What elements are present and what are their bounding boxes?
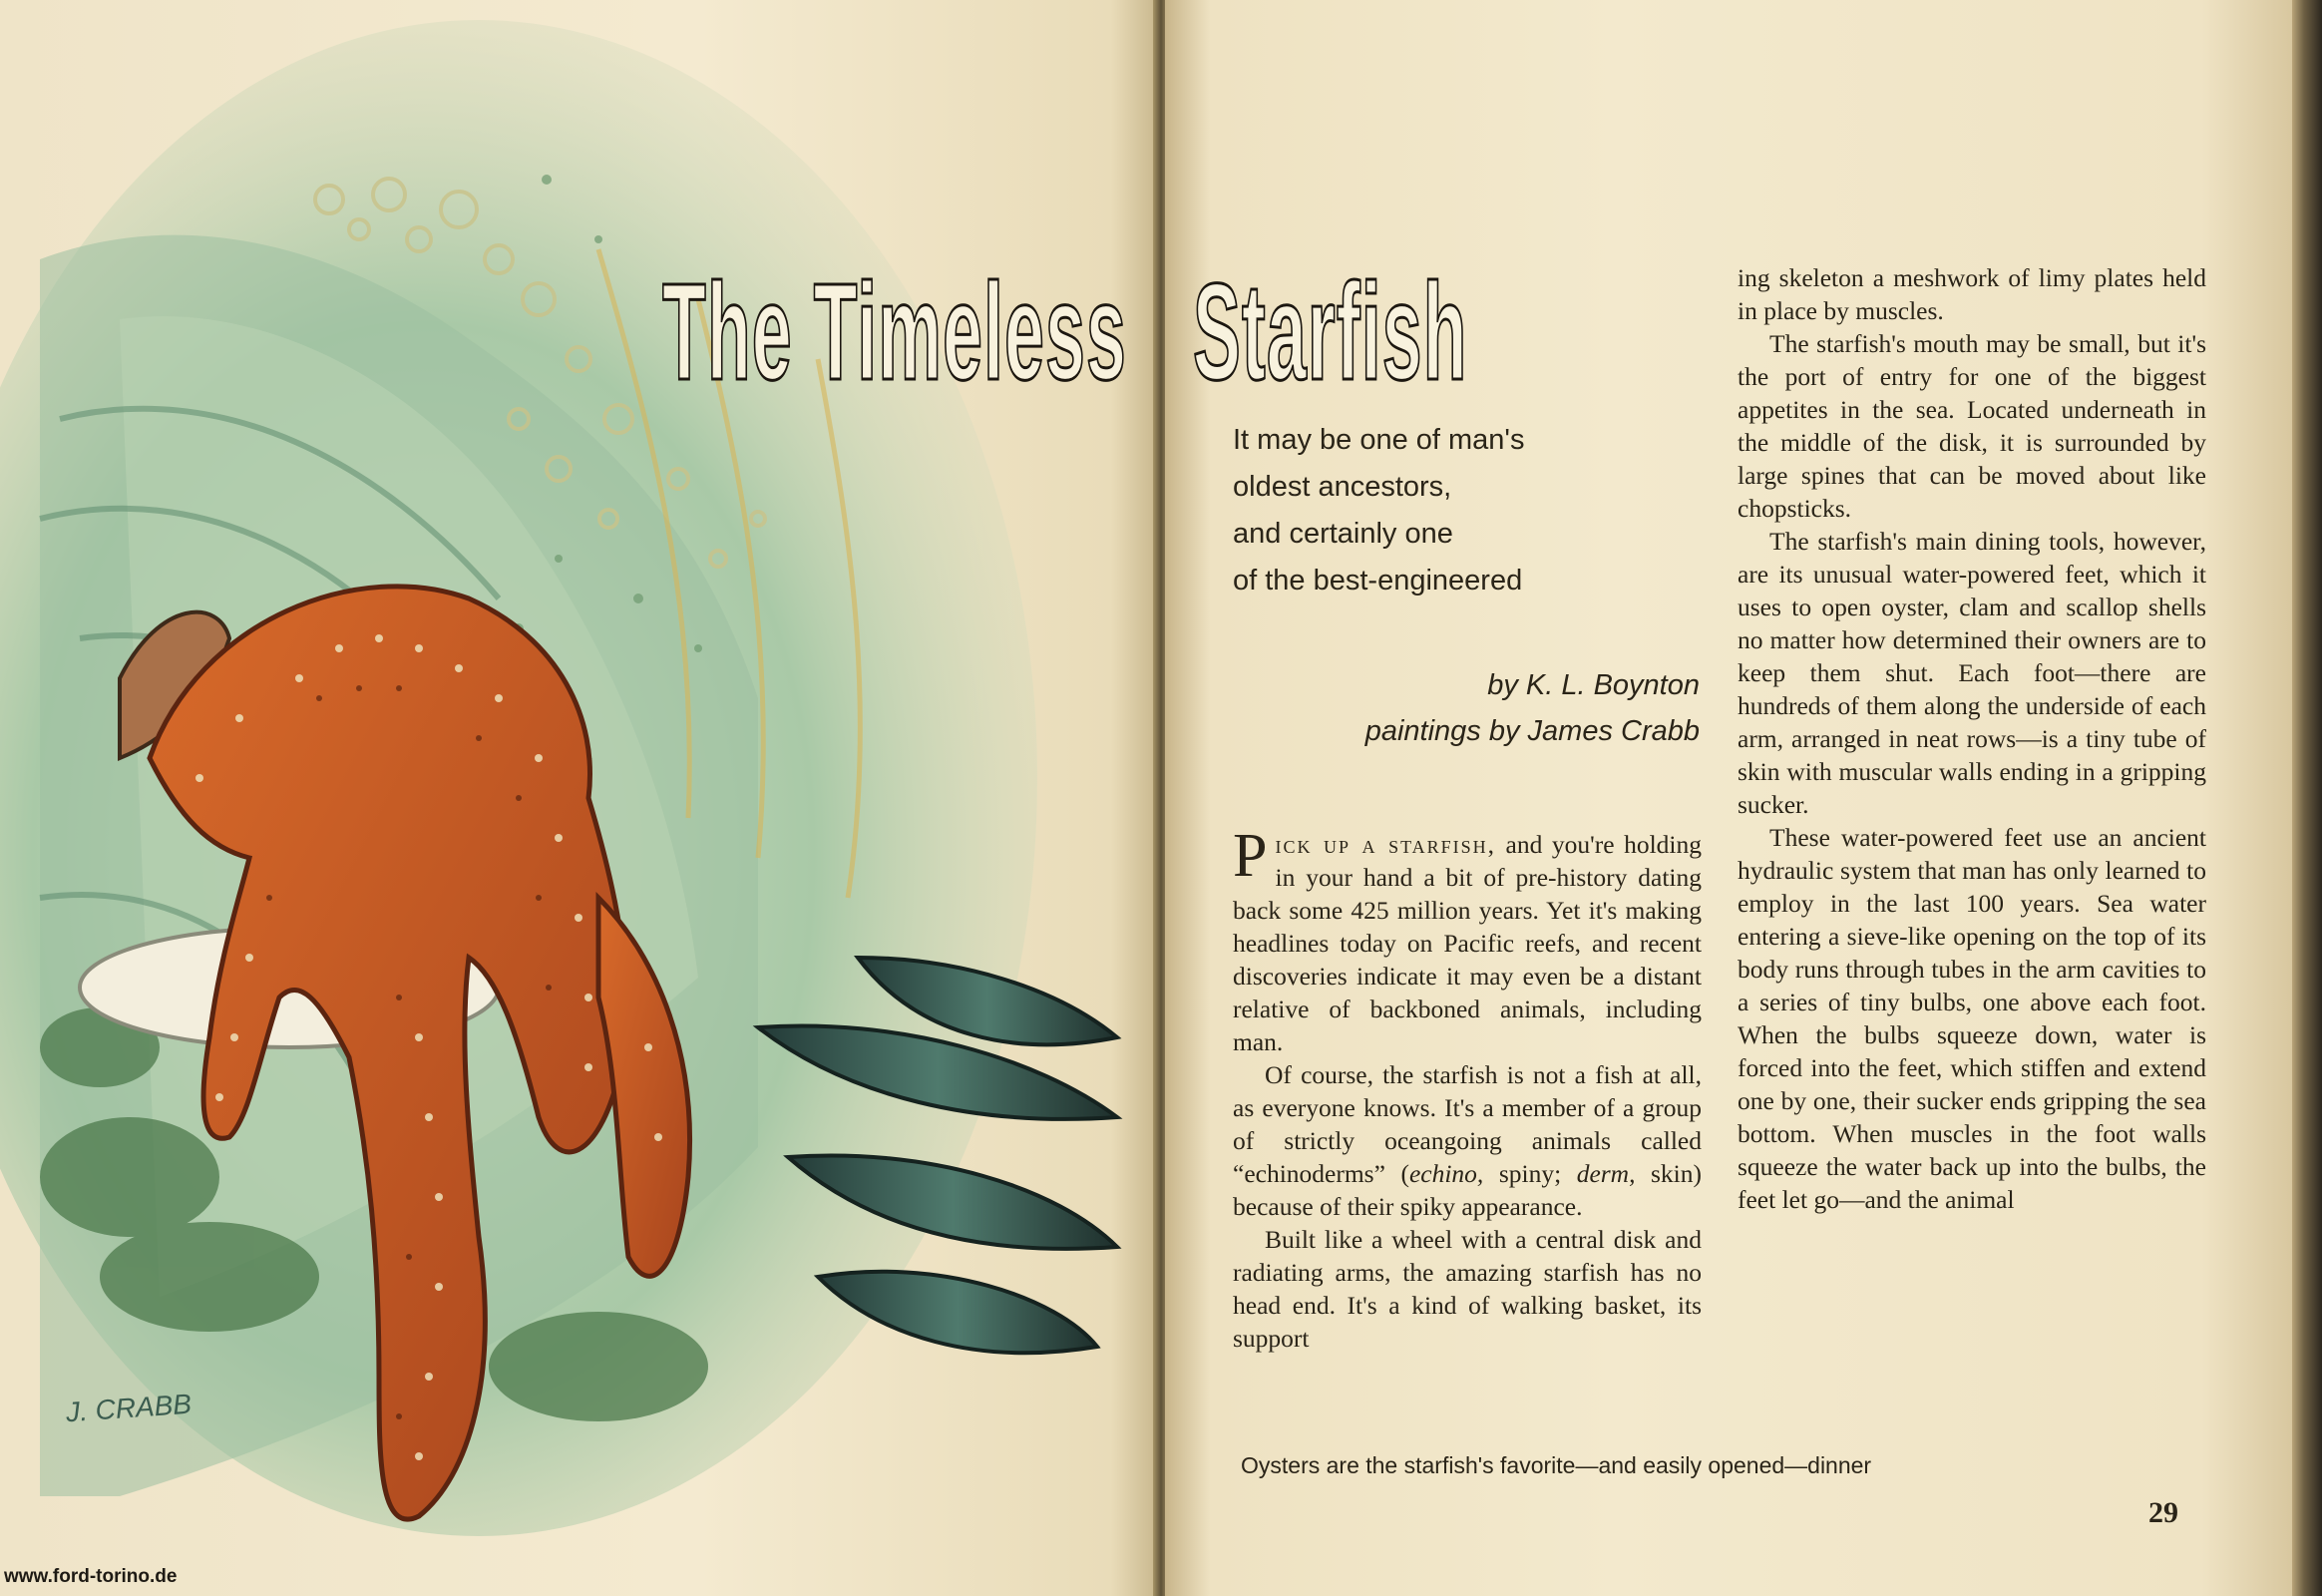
- lead-paragraph-text: and you're holding in your hand a bit of pre-history dating back some 425 million years. Yet it's making headlines today on Pacific reefs, and recent discoveries indicate it may even be a distant relative of backboned animals, including man.: [1233, 830, 1702, 1056]
- article-title-part1: The Timeless: [662, 255, 1127, 409]
- page-number: 29: [2148, 1496, 2178, 1529]
- byline-paintings: paintings by James Crabb: [1364, 715, 1700, 747]
- text-column-1: [1233, 822, 1703, 1355]
- paragraph: The starfish's main dining tools, however, are its unusual water-powered feet, which it uses to open oyster, clam and scallop shells no matter how determined their owners are to keep them shut. Each foot—there are hundreds of them along the underside of each arm, arranged in neat rows—is a tiny tube of skin with muscular walls ending in a gripping sucker.: [1738, 527, 2206, 819]
- paragraph: [1233, 1058, 1702, 1223]
- painter-signature: J. CRABB: [65, 1388, 193, 1428]
- paragraph-text: skin) because of their spiky appearance.: [1233, 1159, 1703, 1221]
- paragraph-text: spiny;: [1483, 1159, 1577, 1188]
- byline: [1237, 662, 1700, 754]
- text-column-2: [1738, 261, 2206, 1216]
- paragraph: The starfish's mouth may be small, but it's the port of entry for one of the biggest appetites in the sea. Located underneath in the middle of the disk, it is surrounded by large spines that can be moved about like chopsticks.: [1738, 329, 2206, 523]
- illustration-caption: Oysters are the starfish's favorite—and easily opened—dinner: [1241, 1452, 1872, 1478]
- paragraph: Built like a wheel with a central disk and radiating arms, the amazing starfish has no head end. It's a kind of walking basket, its support: [1233, 1225, 1702, 1353]
- paragraph-text: Of course, the starfish is not a fish at all, as everyone knows. It's a member of a group of strictly oceangoing animals called “echinoderms” (: [1233, 1060, 1702, 1188]
- italic-term: derm,: [1576, 1159, 1636, 1188]
- starfish-painting: [0, 0, 1157, 1596]
- subtitle-line: It may be one of man's: [1233, 424, 1525, 456]
- subtitle-line: and certainly one: [1233, 518, 1453, 550]
- article-subtitle: [1233, 417, 1652, 604]
- left-page: [0, 0, 1157, 1596]
- page-edge: [2292, 0, 2322, 1596]
- lead-paragraph: [1233, 822, 1702, 1058]
- drop-cap: P: [1233, 822, 1268, 890]
- lead-smallcaps: ick up a starfish,: [1275, 830, 1497, 859]
- subtitle-line: of the best-engineered: [1233, 565, 1523, 597]
- italic-term: echino,: [1408, 1159, 1484, 1188]
- article-title-part2: Starfish: [1193, 255, 1468, 409]
- byline-author: by K. L. Boynton: [1487, 669, 1700, 701]
- paragraph: These water-powered feet use an ancient hydraulic system that man has only learned to employ in the last 100 years. Sea water entering a sieve-like opening on the top of its body runs through tubes in the arm cavities to a series of tiny bulbs, one above each foot. When the bulbs squeeze down, water is forced into the feet, which stiffen and extend one by one, their sucker ends gripping the sea bottom. When muscles in the foot walls squeeze the water back up into the bulbs, the feet let go—and the animal: [1738, 823, 2206, 1214]
- site-watermark: www.ford-torino.de: [4, 1566, 178, 1587]
- subtitle-line: oldest ancestors,: [1233, 471, 1452, 503]
- paragraph-continuation: ing skeleton a meshwork of limy plates held in place by muscles.: [1738, 263, 2206, 325]
